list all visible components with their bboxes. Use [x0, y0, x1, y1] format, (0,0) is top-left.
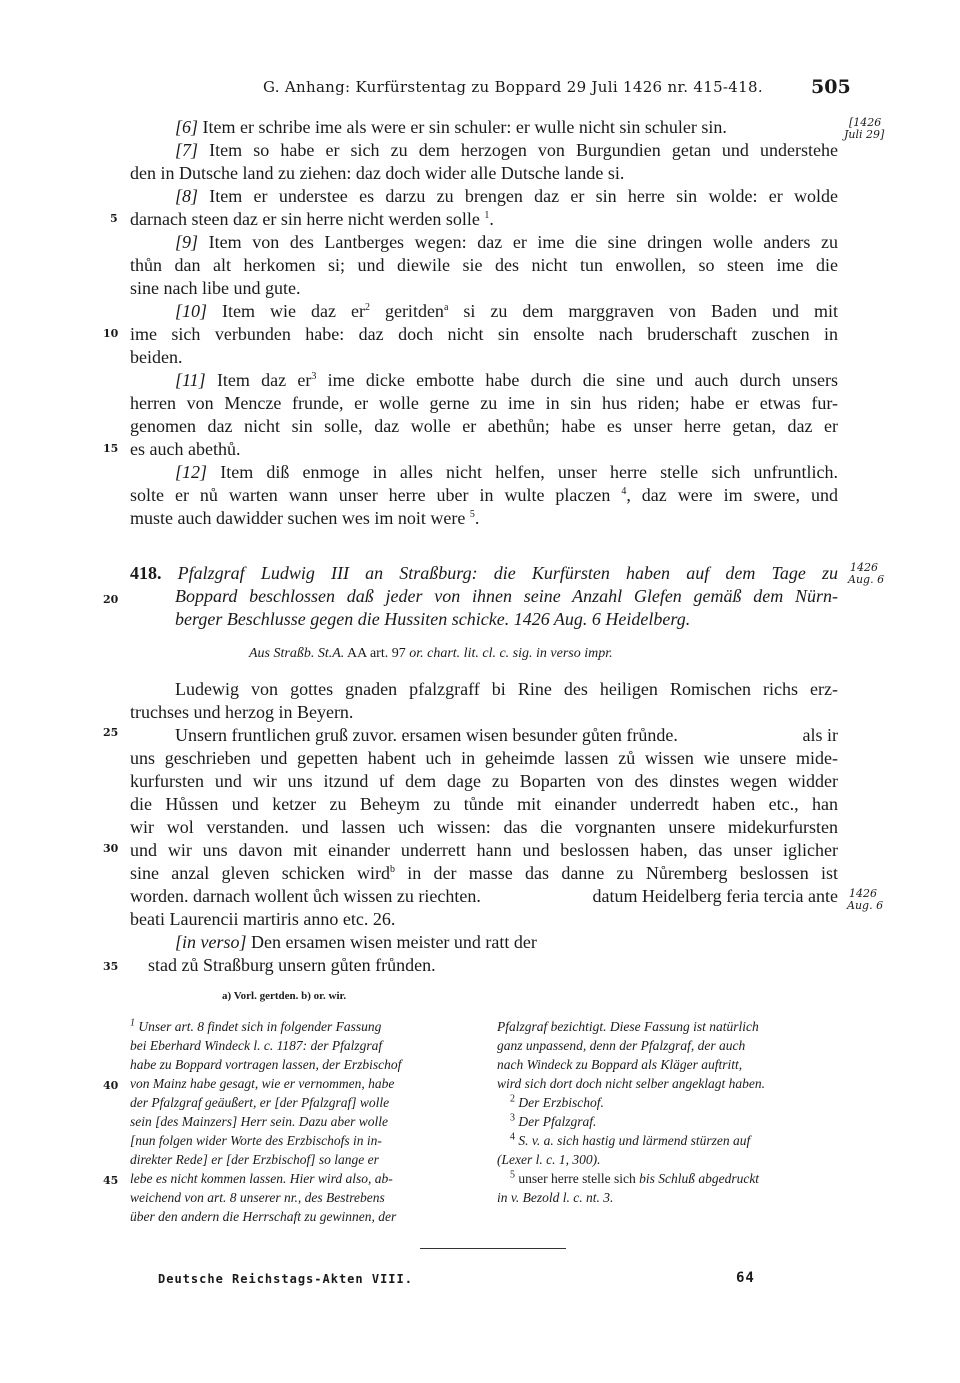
- item-text: Item so habe er sich zu dem herzogen von Burgundien getan und understehe: [209, 140, 838, 160]
- verso-label: [in verso]: [175, 932, 247, 952]
- doc-418-title-line-2: Boppard beschlossen daß jeder von ihnen seine Anzahl Glefen gemäß dem Nürn-: [175, 586, 838, 606]
- item-number: [11]: [175, 370, 206, 390]
- footnote-text: Der Erzbischof.: [518, 1095, 604, 1110]
- item-number: [6]: [175, 117, 199, 137]
- footnote-line: nach Windeck zu Boppard als Kläger auftritt,: [497, 1057, 743, 1072]
- source-description: or. chart. lit. cl. c. sig. in verso impr.: [409, 646, 613, 661]
- letter-line: und wir uns davon mit einander underrett hann und beslossen haben, das unser iglicher: [130, 840, 838, 860]
- item-9-line-2: thůn dan alt herkomen si; und diewile sie des nicht tun enwollen, so steen ime die: [130, 255, 838, 275]
- item-7-continuation: den in Dutsche land zu ziehen: daz doch wider alle Dutsche lande si.: [130, 163, 625, 183]
- letter-line: kurfursten und wir uns itzund uf dem dage zu Boparten von des dinstes wegen widder: [130, 771, 838, 791]
- item-11-line-4: es auch abethů.: [130, 439, 241, 459]
- running-title: G. Anhang: Kurfürstentag zu Boppard 29 Juli 1426 nr. 415-418.: [263, 78, 763, 96]
- source-signature: AA: [347, 646, 367, 661]
- item-text: Item wie daz er: [222, 301, 365, 321]
- item-11: [175, 369, 838, 392]
- item-text: , daz were im swere, und: [626, 485, 839, 505]
- item-text: si zu dem marggraven von Baden und mit: [448, 301, 838, 321]
- footnote-line: der Pfalzgraf geäußert, er [der Pfalzgraf] wolle: [130, 1095, 390, 1110]
- footnote-line: sein [des Mainzers] Herr sein. Dazu aber wolle: [130, 1114, 388, 1129]
- letter-text: in der masse das danne zu Nůremberg beslossen ist: [395, 863, 839, 883]
- item-text: darnach steen daz er sin herre nicht werden solle: [130, 209, 480, 229]
- letter-line: Ludewig von gottes gnaden pfalzgraff bi Rine des heiligen Romischen richs erz-: [175, 679, 838, 699]
- footnote-ref: 3: [311, 371, 317, 382]
- margin-date-letter-day: Aug. 6: [847, 899, 884, 912]
- line-number: 30: [103, 842, 119, 855]
- line-number: 40: [103, 1079, 119, 1092]
- footnote-mark: 5: [510, 1169, 515, 1181]
- textual-note-ref: b: [390, 864, 395, 875]
- footnote-4: [510, 1131, 750, 1150]
- footnote-line: Pfalzgraf bezichtigt. Diese Fassung ist natürlich: [497, 1019, 759, 1034]
- footnote-mark: 2: [510, 1093, 515, 1105]
- item-12: [175, 461, 838, 484]
- item-number: [7]: [175, 140, 199, 160]
- footnote-ref: 2: [364, 302, 370, 313]
- margin-date-letter-year: 1426: [849, 887, 877, 900]
- margin-date-top-day: Juli 29]: [844, 128, 885, 141]
- letter-line: uns geschrieben und gepetten habent uch in geheimde lassen zů wissen wie unsere mide-: [130, 748, 838, 768]
- item-text-end: .: [489, 209, 494, 229]
- letter-line: beati Laurencii martiris anno etc. 26.: [130, 909, 396, 929]
- item-number: [12]: [175, 462, 208, 482]
- doc-418-title: [130, 562, 838, 585]
- doc-418-title-line-3: berger Beschlusse gegen die Hussiten schicke. 1426 Aug. 6 Heidelberg.: [175, 609, 691, 629]
- item-text: solte er nů warten wann unser herre uber in wulte placzen: [130, 485, 611, 505]
- item-text: Item er understee es darzu zu brengen daz er sin herre sin wolde: er wolde: [209, 186, 838, 206]
- footnote-line: von Mainz habe gesagt, wie er vernommen, habe: [130, 1076, 395, 1091]
- item-text: Item daz er: [216, 370, 312, 390]
- footnote-line: bei Eberhard Windeck l. c. 1187: der Pfalzgraf: [130, 1038, 383, 1053]
- footnote-text: Der Pfalzgraf.: [518, 1114, 597, 1129]
- item-12-line-2: [130, 484, 838, 507]
- letter-text: Unsern fruntlichen gruß zuvor. ersamen wisen besunder gůten frůnde.: [175, 725, 678, 745]
- item-number: [8]: [175, 186, 199, 206]
- item-8-continuation: [130, 208, 494, 231]
- textual-notes: a) Vorl. gertden. b) or. wir.: [222, 990, 347, 1002]
- doc-number: 418.: [130, 563, 162, 583]
- footnote-line: [nun folgen wider Worte des Erzbischofs in in-: [130, 1133, 382, 1148]
- item-text: ime dicke embotte habe durch die sine und auch durch unsers: [316, 370, 838, 390]
- item-text: geritden: [369, 301, 444, 321]
- letter-text: worden. darnach wollent ůch wissen zu riechten.: [130, 886, 481, 906]
- footnote-ref: 4: [621, 486, 627, 497]
- footnote-line: wird sich dort doch nicht selber angeklagt haben.: [497, 1076, 765, 1091]
- footnote-text: S. v. a. sich hastig und lärmend stürzen auf: [518, 1133, 751, 1148]
- item-text: Item diß enmoge in alles nicht helfen, unser herre stelle sich unfruntlich.: [220, 462, 838, 482]
- item-number: [10]: [175, 301, 208, 321]
- margin-date-top: [844, 116, 885, 141]
- item-8: [175, 185, 838, 208]
- letter-line: [130, 862, 838, 885]
- item-11-line-2: herren von Mencze frunde, er wolle gerne zu ime in sin hus riden; habe er etwas fur-: [130, 393, 838, 413]
- item-9: [175, 231, 838, 254]
- line-number: 35: [103, 960, 119, 973]
- source-archive: Aus Straßb. St.A.: [249, 646, 345, 661]
- line-number: 25: [103, 726, 119, 739]
- footnote-line: direkter Rede] er [der Erzbischof] so lange er: [130, 1152, 379, 1167]
- footnote-ref: 1: [484, 210, 490, 221]
- item-10-line-2: ime sich verbunden habe: daz doch nicht sin ensolte nach bruderschaft zuschen in: [130, 324, 838, 344]
- letter-line: truchses und herzog in Beyern.: [130, 702, 354, 722]
- item-text: Item er schribe ime als were er sin schuler: er wulle nicht sin schuler sin.: [202, 117, 727, 137]
- margin-date-top-year: [1426: [849, 116, 882, 129]
- page-number: 505: [811, 76, 851, 98]
- footnote-line: über den andern die Herrschaft zu gewinnen, der: [130, 1209, 397, 1224]
- letter-line: wir wol verstanden. und lassen uch wissen: das die vorgnanten unsere midekurfursten: [130, 817, 838, 837]
- line-number: 10: [103, 327, 119, 340]
- item-12-line-3: [130, 507, 479, 530]
- letter-line: die Hůssen und ketzer zu Beheym zu tůnde mit einander underredt haben etc., han: [130, 794, 838, 814]
- letter-line: [175, 724, 838, 747]
- footnote-mark: 3: [510, 1112, 515, 1124]
- textual-note-ref: a: [443, 302, 449, 313]
- line-number: 15: [103, 442, 119, 455]
- source-article: art. 97: [369, 646, 406, 661]
- footnote-2: [510, 1093, 604, 1112]
- sheet-number: 64: [736, 1270, 755, 1286]
- letter-text: als ir: [802, 725, 838, 745]
- item-number: [9]: [175, 232, 199, 252]
- footer-rule: [420, 1248, 566, 1249]
- margin-date-doc: [848, 562, 884, 586]
- line-number: 45: [103, 1174, 119, 1187]
- item-11-line-3: genomen daz nicht sin solle, daz wolle er abethůn; habe es unser herre getan, daz er: [130, 416, 838, 436]
- letter-line: [130, 885, 838, 908]
- item-9-line-3: sine nach libe und gute.: [130, 278, 301, 298]
- line-number: 20: [103, 593, 119, 606]
- verso-address: Den ersamen wisen meister und ratt der: [246, 932, 537, 952]
- footnote-3: [510, 1112, 596, 1131]
- item-7: [175, 139, 838, 162]
- footnote-line: weichend von art. 8 unserer nr., des Bestrebens: [130, 1190, 385, 1205]
- footnote-text: unser herre stelle sich: [518, 1171, 636, 1186]
- footnote-1: [130, 1017, 381, 1036]
- footnote-5: [510, 1169, 759, 1188]
- footnote-line: in v. Bezold l. c. nt. 3.: [497, 1190, 614, 1205]
- item-text-end: .: [474, 508, 480, 528]
- item-text: muste auch dawidder suchen wes im noit were: [130, 508, 466, 528]
- margin-date-doc-year: 1426: [850, 561, 878, 574]
- item-10: [175, 300, 838, 323]
- item-10-line-3: beiden.: [130, 347, 183, 367]
- footnote-text: Unser art. 8 findet sich in folgender Fassung: [138, 1019, 382, 1034]
- footnote-mark: 4: [510, 1131, 515, 1143]
- doc-418-source: [249, 642, 613, 665]
- letter-verso: [175, 931, 537, 954]
- footnote-line: (Lexer l. c. 1, 300).: [497, 1152, 601, 1167]
- footnote-text: bis Schluß abgedruckt: [635, 1171, 760, 1186]
- footnote-mark: 1: [130, 1017, 135, 1029]
- series-title: Deutsche Reichstags-Akten VIII.: [158, 1272, 413, 1286]
- doc-regest: Pfalzgraf Ludwig III an Straßburg: die Kurfürsten haben auf dem Tage zu: [177, 563, 838, 583]
- margin-date-doc-day: Aug. 6: [848, 573, 885, 586]
- footnote-ref: 5: [469, 509, 475, 520]
- item-text: Item von des Lantberges wegen: daz er ime die sine dringen wolle anders zu: [208, 232, 838, 252]
- footnote-line: habe zu Boppard vortragen lassen, der Erzbischof: [130, 1057, 402, 1072]
- footnote-line: lebe es nicht kommen lassen. Hier wird also, ab-: [130, 1171, 393, 1186]
- footnote-line: ganz unpassend, denn der Pfalzgraf, der auch: [497, 1038, 746, 1053]
- line-number: 5: [110, 212, 118, 225]
- item-6: [175, 116, 727, 139]
- letter-date: datum Heidelberg feria tercia ante: [592, 886, 838, 906]
- letter-verso-line-2: stad zů Straßburg unsern gůten frůnden.: [148, 955, 436, 975]
- letter-text: sine anzal gleven schicken wird: [130, 863, 390, 883]
- margin-date-letter: [847, 888, 883, 912]
